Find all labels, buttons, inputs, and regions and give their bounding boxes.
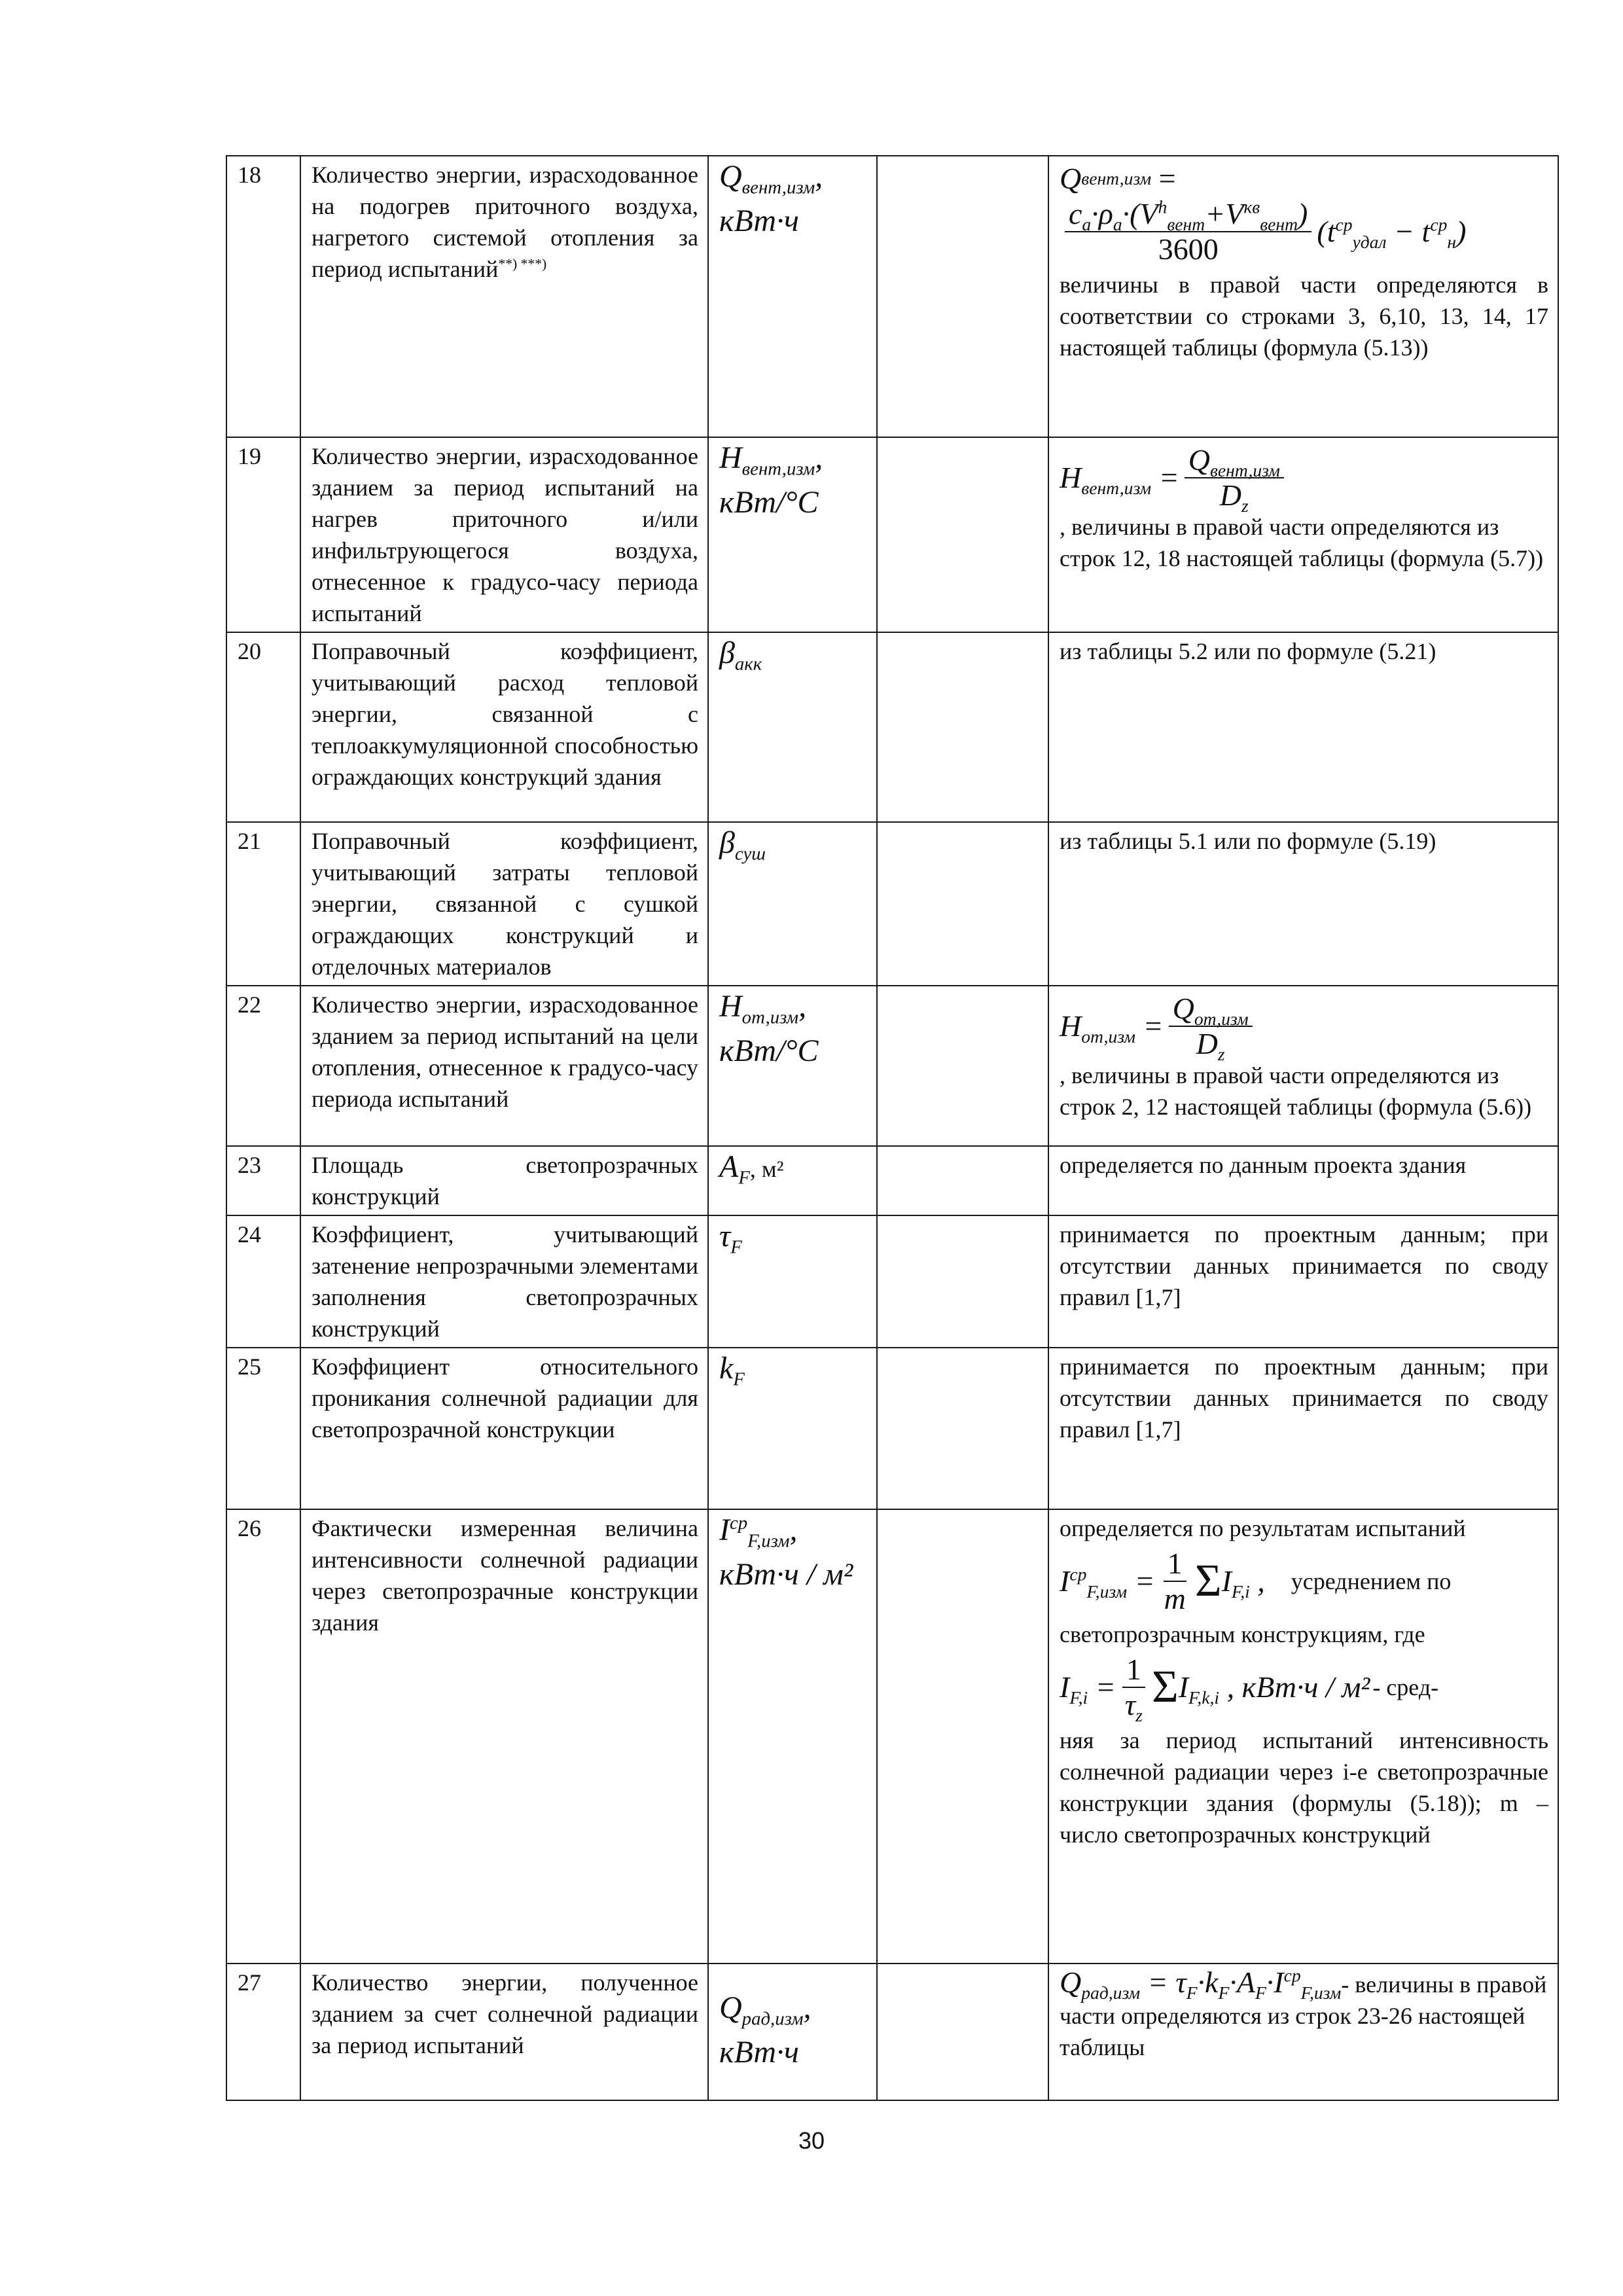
table-row <box>226 822 1558 986</box>
row-number: 18 <box>226 156 300 437</box>
table-row <box>226 1509 1558 1964</box>
table-row <box>226 437 1558 632</box>
table-row <box>226 156 1558 437</box>
row-number: 26 <box>226 1509 300 1964</box>
row-description: Количество энергии, полученное зданием за счет солнечной радиации за период испытаний <box>300 1964 708 2100</box>
row-calculation: Q вент,изм = $\frac{c_а\cdot\rho_а\cdot(V^h_{вент}+V^{кв}_{вент})}{3600}$ $(t^{ср}_{удал} - t^{ср}_н)$ величины в правой части определяются в соответствии со строками 3, 6,10, 13, 14, 17 настоящей таблицы (формула (5.13)) <box>1048 156 1558 437</box>
row-empty-cell <box>877 1215 1048 1348</box>
row-number: 23 <box>226 1146 300 1215</box>
row-empty-cell <box>877 632 1048 822</box>
row-number: 21 <box>226 822 300 986</box>
table-row <box>226 1348 1558 1509</box>
row-symbol: $\beta_{акк}$ <box>708 632 877 822</box>
row-number: 27 <box>226 1964 300 2100</box>
row-description: Количество энергии, израсходованное зданием за период испытаний на нагрев приточного и/или инфильтрующегося воздуха, отнесенное к градусо-часу периода испытаний <box>300 437 708 632</box>
row-empty-cell <box>877 1964 1048 2100</box>
row-description: Коэффициент, учитывающий затенение непрозрачными элементами заполнения светопрозрачных конструкций <box>300 1215 708 1348</box>
row-description: Площадь светопрозрачных конструкций <box>300 1146 708 1215</box>
row-symbol: $A_F$, м² <box>708 1146 877 1215</box>
row-unit: м² <box>761 1156 784 1182</box>
row-description: Количество энергии, израсходованное зданием за период испытаний на цели отопления, отнесенное к градусо-часу периода испытаний <box>300 986 708 1146</box>
formula-heating-specific: $H_{от,изм}$ = $\frac{Q_{от,изм}}{D_z}$ , величины в правой части определяются из строк 2, 12 настоящей таблицы (формула (5.6)) <box>1060 992 1532 1120</box>
row-description: Поправочный коэффициент, учитывающий расход тепловой энергии, связанной с теплоаккумуляционной способностью ограждающих конструкций здания <box>300 632 708 822</box>
row-calculation: из таблицы 5.1 или по формуле (5.19) <box>1048 822 1558 986</box>
row-calculation: принимается по проектным данным; при отсутствии данных принимается по своду правил [1,7] <box>1048 1348 1558 1509</box>
table-row <box>226 1964 1558 2100</box>
formula-vent-specific: $H_{вент,изм}$ = $\frac{Q_{вент,изм}}{D_z}$ , величины в правой части определяются из строк 12, 18 настоящей таблицы (формула (5.7)) <box>1060 443 1544 571</box>
footnote-marker: **) ***) <box>498 256 547 272</box>
row-empty-cell <box>877 156 1048 437</box>
row-empty-cell <box>877 986 1048 1146</box>
row-description: Поправочный коэффициент, учитывающий затраты тепловой энергии, связанной с сушкой ограждающих конструкций и отделочных материалов <box>300 822 708 986</box>
table-row <box>226 1215 1558 1348</box>
row-description: Количество энергии, израсходованное на подогрев приточного воздуха, нагретого системой отопления за период испытаний**) ***) <box>300 156 708 437</box>
formula-mean-irradiance: $I^{ср}_{F,изм}$ = $\frac{1}{m}$ Σ $I_{F,i}$ , усреднением по <box>1060 1547 1452 1615</box>
row-number: 24 <box>226 1215 300 1348</box>
row-unit: кВт/°С <box>719 1033 819 1068</box>
row-calculation <box>1048 437 1558 632</box>
row-calculation: определяется по результатам испытаний $I^{ср}_{F,изм}$ = $\frac{1}{m}$ Σ $I_{F,i}$ , усреднением по светопрозрачным конструкциям, где $I_{F,i}$ = $\frac{1}{\tau_z}$ Σ $I_{F,k,i}$ , кВт·ч / м² - сред- няя за период испытаний интенсивность солнечной радиации через i-е светопрозрачные конструкции здания (формулы (5.18)); m – число светопрозрачных конструкций <box>1048 1509 1558 1964</box>
row-symbol: $H_{от,изм}$, кВт/°С <box>708 986 877 1146</box>
row-empty-cell <box>877 1509 1048 1964</box>
row-empty-cell <box>877 822 1048 986</box>
row-calculation: определяется по данным проекта здания <box>1048 1146 1558 1215</box>
row-unit: кВт·ч <box>719 2035 799 2070</box>
row-symbol: $\beta_{суш}$ <box>708 822 877 986</box>
formula-window-irradiance: $I_{F,i}$ = $\frac{1}{\tau_z}$ Σ $I_{F,k,i}$ , кВт·ч / м² - сред- <box>1060 1653 1439 1726</box>
row-empty-cell <box>877 437 1048 632</box>
row-empty-cell <box>877 1348 1048 1509</box>
row-number: 25 <box>226 1348 300 1509</box>
row-number: 22 <box>226 986 300 1146</box>
formula-ventilation-energy: $\frac{c_а\cdot\rho_а\cdot(V^h_{вент}+V^{кв}_{вент})}{3600}$ $(t^{ср}_{удал} - t^{ср}_н)$ <box>1060 198 1548 265</box>
row-calculation: принимается по проектным данным; при отсутствии данных принимается по своду правил [1,7] <box>1048 1215 1558 1348</box>
row-symbol: $H_{вент,изм}$, кВт/°С <box>708 437 877 632</box>
row-unit: кВт·ч <box>719 204 799 238</box>
table-row <box>226 986 1558 1146</box>
row-calculation <box>1048 986 1558 1146</box>
row-unit: кВт·ч / м² <box>719 1557 853 1592</box>
formula-solar-energy: $Q_{рад,изм} = \tau_F\cdot k_F\cdot A_F\cdot I^{ср}_{F,изм}$ <box>1060 1965 1342 2003</box>
row-symbol: $Q_{рад,изм}$, кВт·ч <box>708 1964 877 2100</box>
row-calculation: из таблицы 5.2 или по формуле (5.21) <box>1048 632 1558 822</box>
row-symbol: $\tau_F$ <box>708 1215 877 1348</box>
row-symbol: $I^{ср}_{F,изм}$, кВт·ч / м² <box>708 1509 877 1964</box>
table-row <box>226 1146 1558 1215</box>
row-number: 20 <box>226 632 300 822</box>
page-number: 30 <box>798 2127 825 2154</box>
row-description: Фактически измеренная величина интенсивности солнечной радиации через светопрозрачные конструкции здания <box>300 1509 708 1964</box>
row-description: Коэффициент относительного проникания солнечной радиации для светопрозрачной конструкции <box>300 1348 708 1509</box>
row-empty-cell <box>877 1146 1048 1215</box>
row-symbol: $Q_{вент,изм}$, кВт·ч <box>708 156 877 437</box>
table-row <box>226 632 1558 822</box>
row-calculation: $Q_{рад,изм} = \tau_F\cdot k_F\cdot A_F\cdot I^{ср}_{F,изм}-$ величины в правой части определяются из строк 23-26 настоящей таблицы <box>1048 1964 1558 2100</box>
row-number: 19 <box>226 437 300 632</box>
row-unit: кВт/°С <box>719 485 819 520</box>
parameters-table <box>226 155 1559 2101</box>
row-symbol: $k_F$ <box>708 1348 877 1509</box>
